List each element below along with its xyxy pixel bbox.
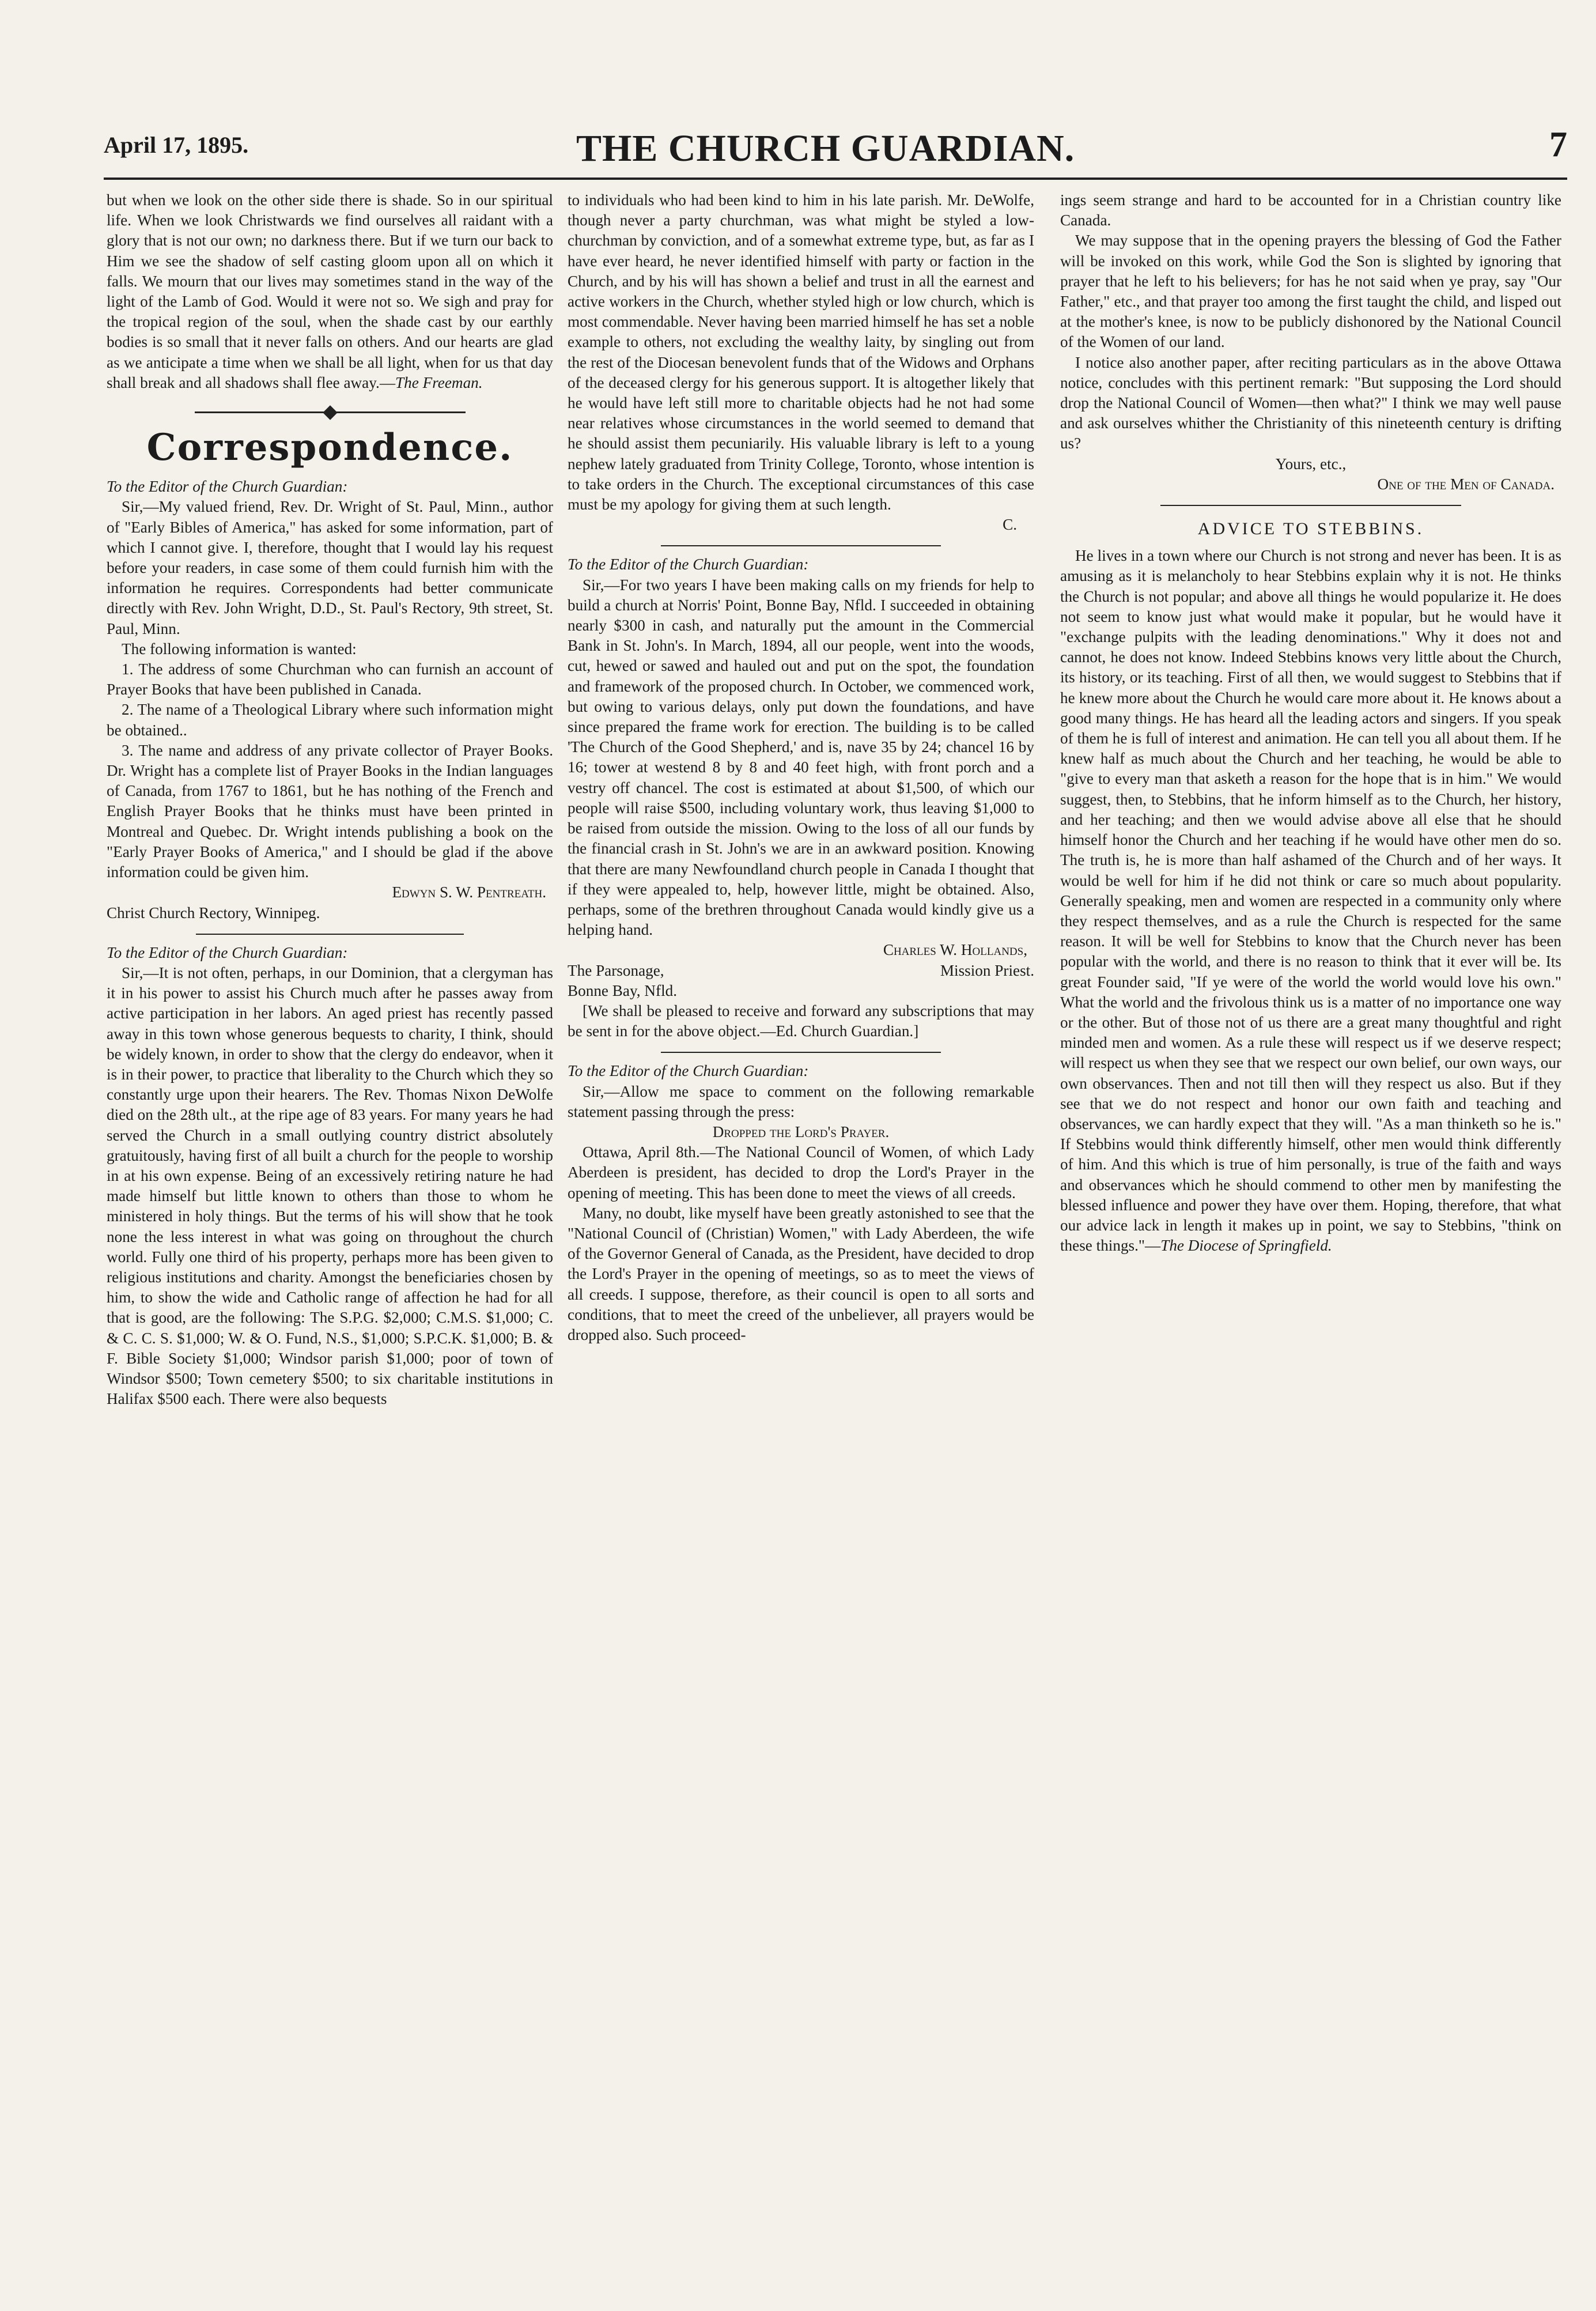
letter-address: To the Editor of the Church Guardian: — [568, 556, 809, 573]
editor-note: [We shall be pleased to receive and forward any subscriptions that may be sent in for the above object.—Ed. Church Guardian.] — [568, 1002, 1034, 1040]
letter-address: To the Editor of the Church Guardian: — [107, 478, 348, 496]
issue-date: April 17, 1895. — [104, 132, 249, 158]
quoted-subheading: Dropped the Lord's Prayer. — [712, 1123, 890, 1141]
letter-signature-block — [568, 961, 1034, 981]
page-number: 7 — [1549, 125, 1567, 164]
divider — [1160, 505, 1461, 506]
masthead — [104, 125, 1596, 174]
letter-paragraph: The following information is wanted: — [122, 640, 357, 658]
letter-paragraph: Sir,—Allow me space to comment on the following remarkable statement passing through the press: — [568, 1082, 1034, 1120]
divider — [661, 545, 941, 546]
letter-paragraph: 1. The address of some Churchman who can furnish an account of Prayer Books that have been published in Canada. — [107, 660, 553, 698]
letter-closing: Yours, etc., — [1275, 455, 1347, 473]
letter-paragraph: Many, no doubt, like myself have been greatly astonished to see that the "National Council of (Christian) Women," with Lady Aberdeen, the wife of the Governor General of Canada, as the President, have decided to drop the Lord's Prayer in the opening of meetings, so as to meet the views of all creeds. I suppose, therefore, as their council is open to all sorts and conditions, that to meet the creed of the unbeliever, all prayers would be dropped also. Such proceed- — [568, 1204, 1034, 1343]
letter-signature: Edwyn S. W. Pentreath. — [392, 883, 546, 901]
column-2 — [568, 190, 1034, 2311]
article-freeman: but when we look on the other side there is shade. So in our spiritual life. When we look Christwards we find ourselves all raidant with a glory that is not our own; no darkness there. But if we turn our back to Him we see the shadow of self casting gloom upon all on which it falls. We mourn that our lives may sometimes stand in the way of the light of the Lamb of God. Would it were not so. We sigh and pray for the tropical region of the soul, when the shade cast by our earthly bodies is so small that it never falls on others. And our hearts are glad as we anticipate a time when we shall be all light, when for us that day shall break and all shadows shall flee away.—The Freeman. — [107, 191, 553, 391]
letter-paragraph: Sir,—My valued friend, Rev. Dr. Wright of St. Paul, Minn., author of "Early Bibles of America," has asked for some information, part of which I cannot give. I, therefore, thought that I would lay his request before your readers, in case some of them could furnish him with the information he requires. Correspondents had better communicate directly with Rev. John Wright, D.D., St. Paul's Rectory, 9th street, St. Paul, Minn. — [107, 498, 553, 637]
article-source: The Diocese of Springfield. — [1160, 1237, 1332, 1255]
letter-paragraph: to individuals who had been kind to him in his late parish. Mr. DeWolfe, though never a party churchman, was what might be styled a low-churchman by conviction, and of a somewhat extreme type, but, as far as I have ever heard, he never identified himself with party or faction in the Church, and by his will has shown a belief and trust in all the earnest and active workers in the Church, whether styled high or low church, which is most commendable. Never having been married himself he has set a noble example to others, not excluding the wealthy laity, by singling out from the rest of the Diocesan benevolent funds that of the Widows and Orphans of the deceased clergy for his generous support. It is altogether likely that he would have left still more to charitable objects had he not had some near relatives whose circumstances in the world seemed to demand that he should assist them pecuniarily. His valuable library is left to a young nephew lately graduated from Trinity College, Toronto, whose intention is to take orders in the Church. The exceptional circumstances of this case must be my apology for giving them at such length. — [568, 191, 1034, 513]
letter-place: Bonne Bay, Nfld. — [568, 981, 678, 999]
article-source: The Freeman. — [395, 373, 483, 391]
letter-address: To the Editor of the Church Guardian: — [107, 943, 348, 961]
ornament-divider — [107, 401, 553, 421]
letter-title: Mission Priest. — [940, 961, 1034, 979]
quoted-paragraph: Ottawa, April 8th.—The National Council of Women, of which Lady Aberdeen is president, has decided to drop the Lord's Prayer in the opening of meeting. This has been done to meet the views of all creeds. — [568, 1143, 1034, 1202]
masthead-rule — [104, 178, 1567, 180]
letter-paragraph: 3. The name and address of any private collector of Prayer Books. Dr. Wright has a complete list of Prayer Books in the Indian languages of Canada, from 1767 to 1861, but he has nothing of the French and English Prayer Books that he thinks must have been printed in Montreal and Quebec. Dr. Wright intends publishing a book on the "Early Prayer Books of America," and I should be glad if the above information could be given him. — [107, 741, 553, 881]
article-title: ADVICE TO STEBBINS. — [1197, 519, 1424, 539]
letter-signature-place: Christ Church Rectory, Winnipeg. — [107, 904, 320, 922]
letter-paragraph: Sir,—For two years I have been making calls on my friends for help to build a church at Norris' Point, Bonne Bay, Nfld. I succeeded in obtaining nearly $300 in cash, and naturally put the amount in the Commercial Bank in St. John's. In March, 1894, all our people, went into the woods, cut, hewed or sawed and hauled out and put on the spot, the foundation and framework of the proposed church. In October, we commenced work, but owing to various delays, only put down the foundations, and have since prepared the frame work for erection. The building is to be called 'The Church of the Good Shepherd,' and is, nave 35 by 24; chancel 16 by 16; tower at westend 8 by 8 and 40 feet high, with front porch and a vestry off chancel. The cost is estimated at about $1,500, of which our people will raise $500, including voluntary work, thus leaving $1,000 to be raised from outside the mission. Owing to the loss of all our funds by the financial crash in St. John's we are in an awkward position. Knowing that there are many Newfoundland church people in Canada I thought that if they were appealed to, help, however little, might be obtained. Also, perhaps, some of the brethren throughout Canada would kindly give us a helping hand. — [568, 576, 1034, 939]
letter-place: The Parsonage, — [568, 961, 664, 979]
article-paragraph: He lives in a town where our Church is not strong and never has been. It is as amusing as it is melancholy to hear Stebbins explain why it is not. He thinks the Church is not popular; and above all things he would popularize it. He does not seem to know just what would make it popular, but he would have it "exchange pulpits with the leading denominations." Why it does not and cannot, he does not know. Indeed Stebbins knows very little about the Church, its history, or its teaching. First of all then, we would suggest to Stebbins that if he knew more about the Church he would care more about it. He knows about a good many things. He has heard all the leading actors and singers. If you speak of them he is full of interest and animation. He can tell you all about them. If he knew half as much about the Church and her teaching, he would be able to "give to every man that asketh a reason for the hope that is in him." We would suggest, then, to Stebbins, that he inform himself as to the Church, her history, and her teaching; and then we would advise above all else that he should himself honor the Church and her teaching if he would have other men do so. The truth is, he is more than half ashamed of the Church and of her ways. It would be well for him if he did not think or care so much about popularity. Generally speaking, men and women are respected in a community only where they respect themselves, and as a rule the Church is respected for the same reason. It will be well for Stebbins to know that the Church never has been popular with the world, and there is no reason to think that it ever will be. Its great Founder said, "If ye were of the world the world would love his own." What the world and the frivolous think us is a matter of no importance one way or the other. But of those not of us there are a great many thoughtful and right minded men and women. As a rule these will respect us if we deserve respect; will respect us when they see that we respect our own belief, our own ways, our own observances. Then and not till then will they respect us also. But if they see that we do not respect and honor our own faith and teaching and observances, we can hardly expect that they will. "As a man thinketh so he is." If Stebbins would think differently himself, other men would think differently of him. And this which is true of him personally, is true of the faith and ways and observances which he should commend to other men by manifesting the blessed influence and power they have over them. Hoping, therefore, that what our advice lack in length it makes up in point, we say to Stebbins, "think on these things."—The Diocese of Springfield. — [1060, 547, 1561, 1255]
letter-address: To the Editor of the Church Guardian: — [568, 1062, 809, 1080]
newspaper-title: THE CHURCH GUARDIAN. — [576, 127, 1075, 169]
letter-paragraph: ings seem strange and hard to be accounted for in a Christian country like Canada. — [1060, 191, 1561, 229]
letter-paragraph: Sir,—It is not often, perhaps, in our Dominion, that a clergyman has it in his power to assist his Church much after he passes away from active participation in her labors. An aged priest has recently passed away in this town whose generous bequests to charity, I think, should be widely known, in order to show that the clergy do endeavor, when it is in their power, to practice that liberality to the Church which they so constantly urge upon their hearers. The Rev. Thomas Nixon DeWolfe died on the 28th ult., at the ripe age of 83 years. For many years he had served the Church in a small outlying country district absolutely gratuitously, having first of all built a church for the people to worship in at his own expense. Being of an excessively retiring nature he had made himself but little known to others than those to whom he ministered in holy things. But the terms of his will show that he took none the less interest in what was going on throughout the church world. Fully one third of his property, perhaps more has been given to religious institutions and charity. Amongst the beneficiaries chosen by him, to show the wide and Catholic range of affection he had for all that is good, are the following: The S.P.G. $2,000; C.M.S. $1,000; C. & C. C. S. $1,000; W. & O. Fund, N.S., $1,000; S.P.C.K. $1,000; B. & F. Bible Society $1,000; Windsor parish $1,000; poor of town of Windsor $500; Town cemetery $500; to six charitable institutions in Halifax $500 each. There were also bequests — [107, 964, 553, 1408]
letter-paragraph: We may suppose that in the opening prayers the blessing of God the Father will be invoked on this work, while God the Son is slighted by ignoring that prayer that he left to his believers; for has he not said when ye pray, say "Our Father," etc., and that prayer too among the first taught the child, and lisped out at the mother's knee, is now to be publicly dishonored by the National Council of the Women of our land. — [1060, 232, 1561, 351]
letter-signature: Charles W. Hollands, — [883, 941, 1027, 959]
letter-signature: One of the Men of Canada. — [1377, 475, 1555, 493]
column-1 — [107, 190, 553, 2311]
section-heading-correspondence: Correspondence. — [146, 426, 513, 470]
divider — [196, 934, 464, 935]
letter-paragraph: 2. The name of a Theological Library where such information might be obtained.. — [107, 701, 553, 739]
letter-paragraph: I notice also another paper, after reciting particulars as in the above Ottawa notice, concludes with this pertinent remark: "But supposing the Lord should drop the National Council of Women—then what?" I think we may well pause and ask ourselves whither the Christianity of this nineteenth century is drifting us? — [1060, 353, 1561, 452]
column-3 — [1060, 190, 1561, 2311]
letter-signature: C. — [1003, 516, 1017, 534]
divider — [661, 1052, 941, 1053]
